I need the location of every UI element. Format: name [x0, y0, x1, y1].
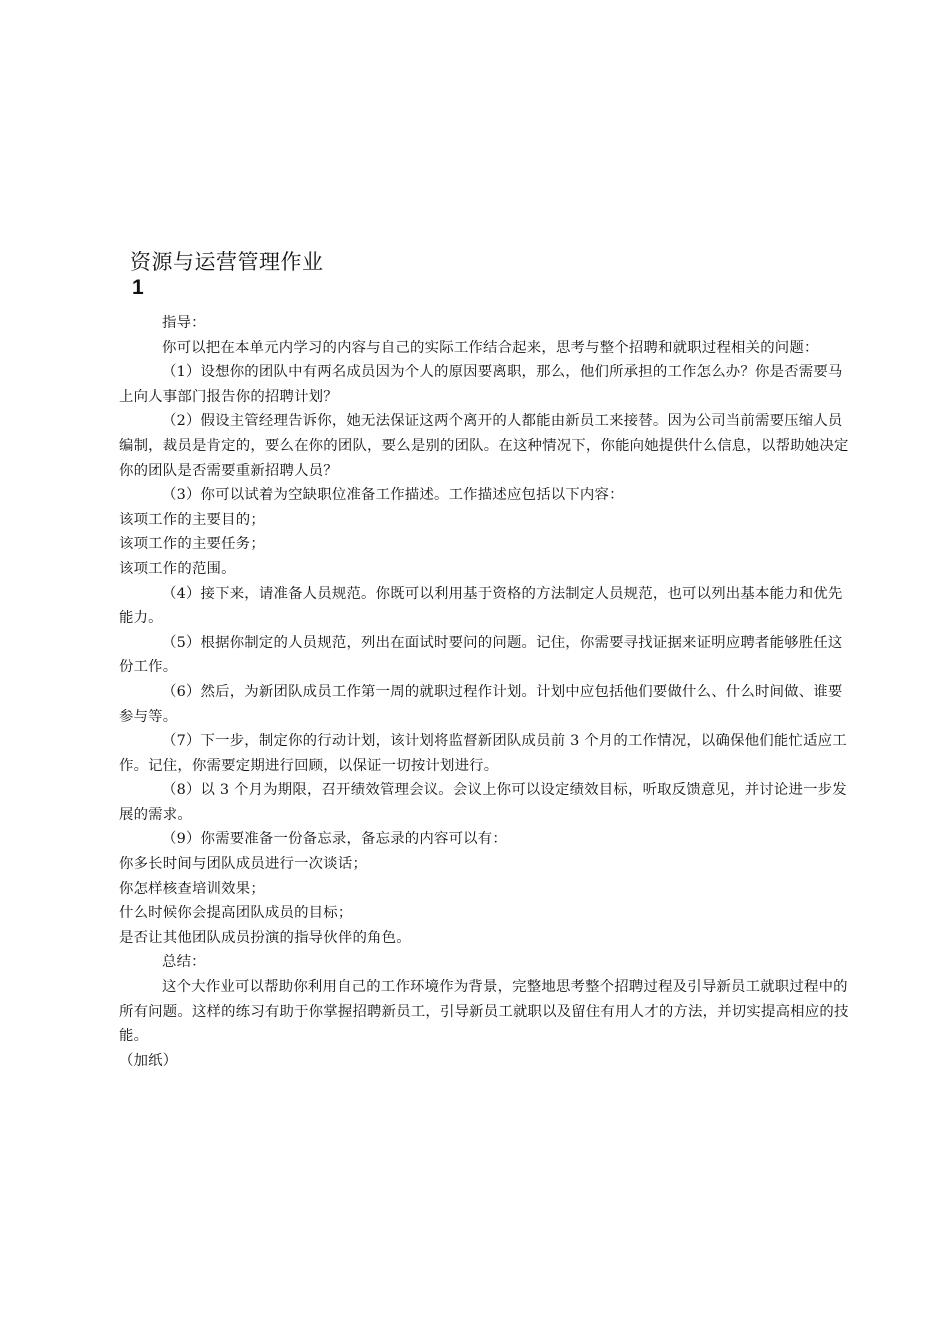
guide-heading: 指导：	[162, 315, 206, 331]
list-item: 该项工作的主要任务；	[119, 536, 265, 553]
question-1: （1）设想你的团队中有两名成员因为个人的原因要离职，那么，他们所承担的工作怎么办？你是否需要马上向人事部门报告你的招聘计划？	[119, 364, 843, 405]
question-2: （2）假设主管经理告诉你，她无法保证这两个离开的人都能由新员工来接替。因为公司当前需要压缩人员编制，裁员是肯定的，要么在你的团队，要么是别的团队。在这种情况下，你能向她提供什么信息，以帮助她决定你的团队是否需要重新招聘人员？	[119, 413, 849, 479]
question-4: （4）接下来，请准备人员规范。你既可以利用基于资格的方法制定人员规范，也可以列出基本能力和优先能力。	[119, 585, 843, 627]
list-item: 你多长时间与团队成员进行一次谈话；	[119, 856, 368, 873]
intro-paragraph: 你可以把在本单元内学习的内容与自己的实际工作结合起来，思考与整个招聘和就职过程相关的问题：	[162, 339, 819, 356]
question-7: （7）下一步，制定你的行动计划，该计划将监督新团队成员前 3 个月的工作情况，以确保他们能忙适应工作。记住，你需要定期进行回顾，以保证一切按计划进行。	[119, 733, 847, 774]
list-item: 该项工作的主要目的；	[119, 511, 265, 528]
document-title-number: 1	[132, 276, 144, 299]
list-item: 该项工作的范围。	[119, 560, 236, 577]
question-9: （9）你需要准备一份备忘录，备忘录的内容可以有：	[162, 831, 507, 848]
document-title: 资源与运营管理作业	[130, 250, 324, 274]
summary-heading: 总结：	[162, 954, 206, 971]
list-item: 是否让其他团队成员扮演的指导伙伴的角色。	[119, 929, 411, 946]
list-item: 你怎样核查培训效果；	[119, 880, 265, 897]
document-body	[119, 311, 849, 1073]
question-3: （3）你可以试着为空缺职位准备工作描述。工作描述应包括以下内容：	[162, 487, 624, 504]
question-8: （8）以 3 个月为期限，召开绩效管理会议。会议上你可以设定绩效目标，听取反馈意见，并讨论进一步发展的需求。	[119, 782, 847, 823]
closing-note: （加纸）	[119, 1052, 178, 1069]
list-item: 什么时候你会提高团队成员的目标；	[119, 905, 353, 922]
summary-paragraph: 这个大作业可以帮助你利用自己的工作环境作为背景，完整地思考整个招聘过程及引导新员工就职过程中的所有问题。这样的练习有助于你掌握招聘新员工，引导新员工就职以及留住有用人才的方法，并切实提高相应的技能。	[119, 979, 849, 1045]
question-5: （5）根据你制定的人员规范，列出在面试时要问的问题。记住，你需要寻找证据来证明应聘者能够胜任这份工作。	[119, 634, 843, 676]
question-6: （6）然后，为新团队成员工作第一周的就职过程作计划。计划中应包括他们要做什么、什么时间做、谁要参与等。	[119, 683, 843, 725]
